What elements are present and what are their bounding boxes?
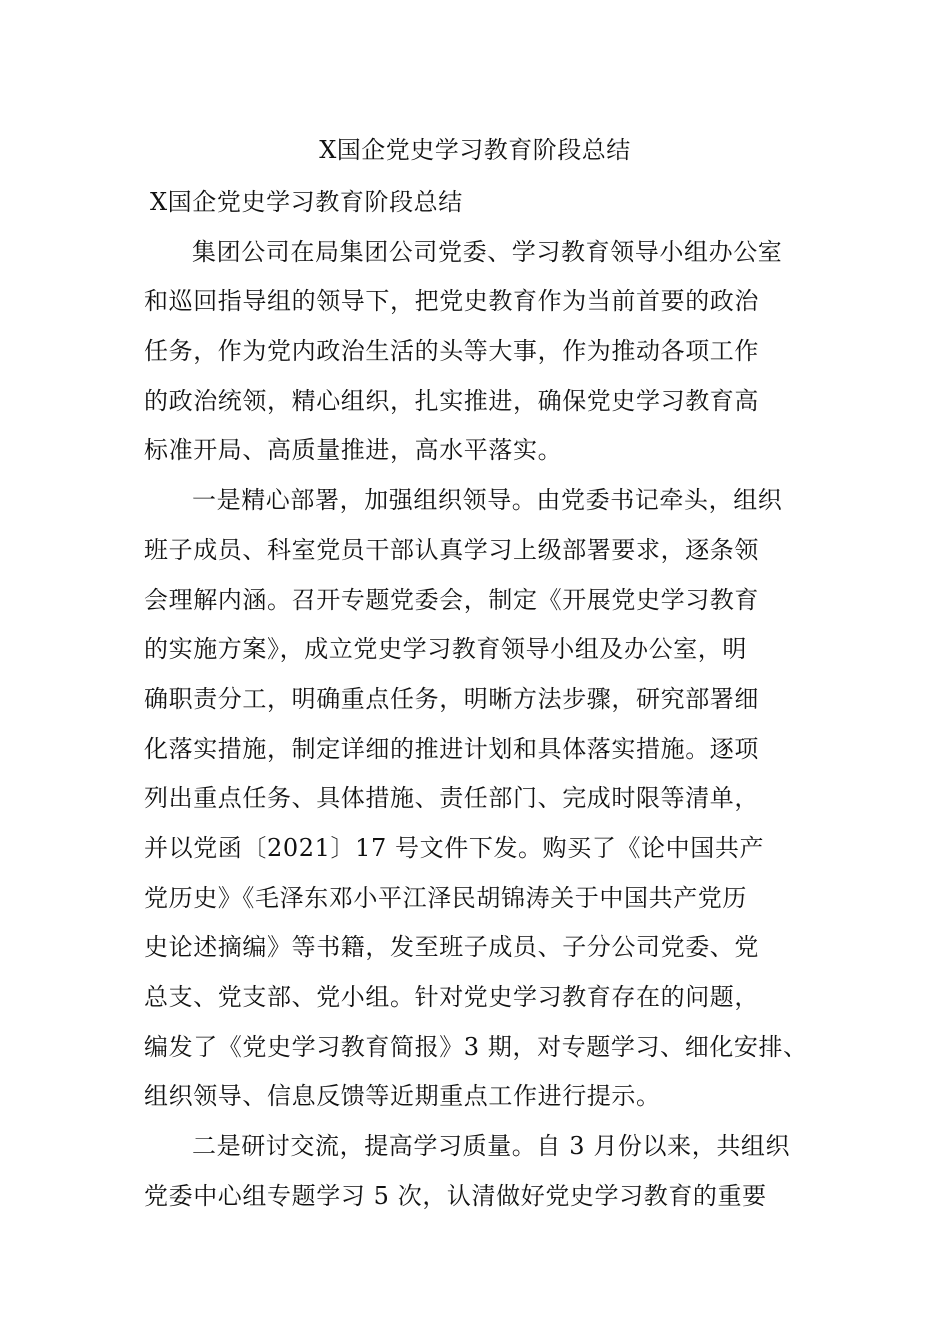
paragraph-line: 任务，作为党内政治生活的头等大事，作为推动各项工作 — [144, 337, 759, 366]
document-subtitle: X国企党史学习教育阶段总结 — [150, 188, 463, 216]
paragraph-line: 班子成员、科室党员干部认真学习上级部署要求，逐条领 — [144, 535, 759, 564]
paragraph-line: 确职责分工，明确重点任务，明晰方法步骤，研究部署细 — [144, 684, 759, 713]
paragraph-line: 总支、党支部、党小组。针对党史学习教育存在的问题， — [144, 983, 759, 1011]
paragraph-line: 的实施方案》，成立党史学习教育领导小组及办公室，明 — [144, 635, 747, 664]
paragraph-line: 并以党函〔2021〕17 号文件下发。购买了《论中国共产 — [144, 833, 765, 862]
paragraph-line: 和巡回指导组的领导下，把党史教育作为当前首要的政治 — [144, 287, 759, 316]
paragraph-discussion — [144, 1122, 834, 1221]
paragraph-line: 化落实措施，制定详细的推进计划和具体落实措施。逐项 — [144, 734, 759, 763]
paragraph-line: 史论述摘编》等书籍，发至班子成员、子分公司党委、党 — [144, 933, 759, 962]
paragraph-line: 集团公司在局集团公司党委、学习教育领导小组办公室 — [192, 237, 783, 266]
paragraph-line: 列出重点任务、具体措施、责任部门、完成时限等清单， — [144, 784, 759, 813]
paragraph-line: 一是精心部署，加强组织领导。由党委书记牵头，组织 — [192, 486, 783, 515]
paragraph-line: 编发了《党史学习教育简报》3 期，对专题学习、细化安排、 — [144, 1032, 808, 1061]
paragraph-line: 党委中心组专题学习 5 次，认清做好党史学习教育的重要 — [144, 1181, 767, 1210]
paragraph-line: 组织领导、信息反馈等近期重点工作进行提示。 — [144, 1082, 661, 1111]
document-body — [144, 178, 834, 1221]
paragraph-line: 会理解内涵。召开专题党委会，制定《开展党史学习教育 — [144, 585, 759, 614]
paragraph-line: 标准开局、高质量推进，高水平落实。 — [144, 436, 563, 465]
paragraph-line: 二是研讨交流，提高学习质量。自 3 月份以来，共组织 — [192, 1132, 791, 1161]
paragraph-intro — [144, 228, 834, 476]
paragraph-deployment — [144, 476, 834, 1122]
paragraph-line: 党历史》《毛泽东邓小平江泽民胡锦涛关于中国共产党历 — [144, 883, 747, 912]
paragraph-line: 的政治统领，精心组织，扎实推进，确保党史学习教育高 — [144, 386, 759, 415]
document-title: X国企党史学习教育阶段总结 — [319, 136, 631, 164]
